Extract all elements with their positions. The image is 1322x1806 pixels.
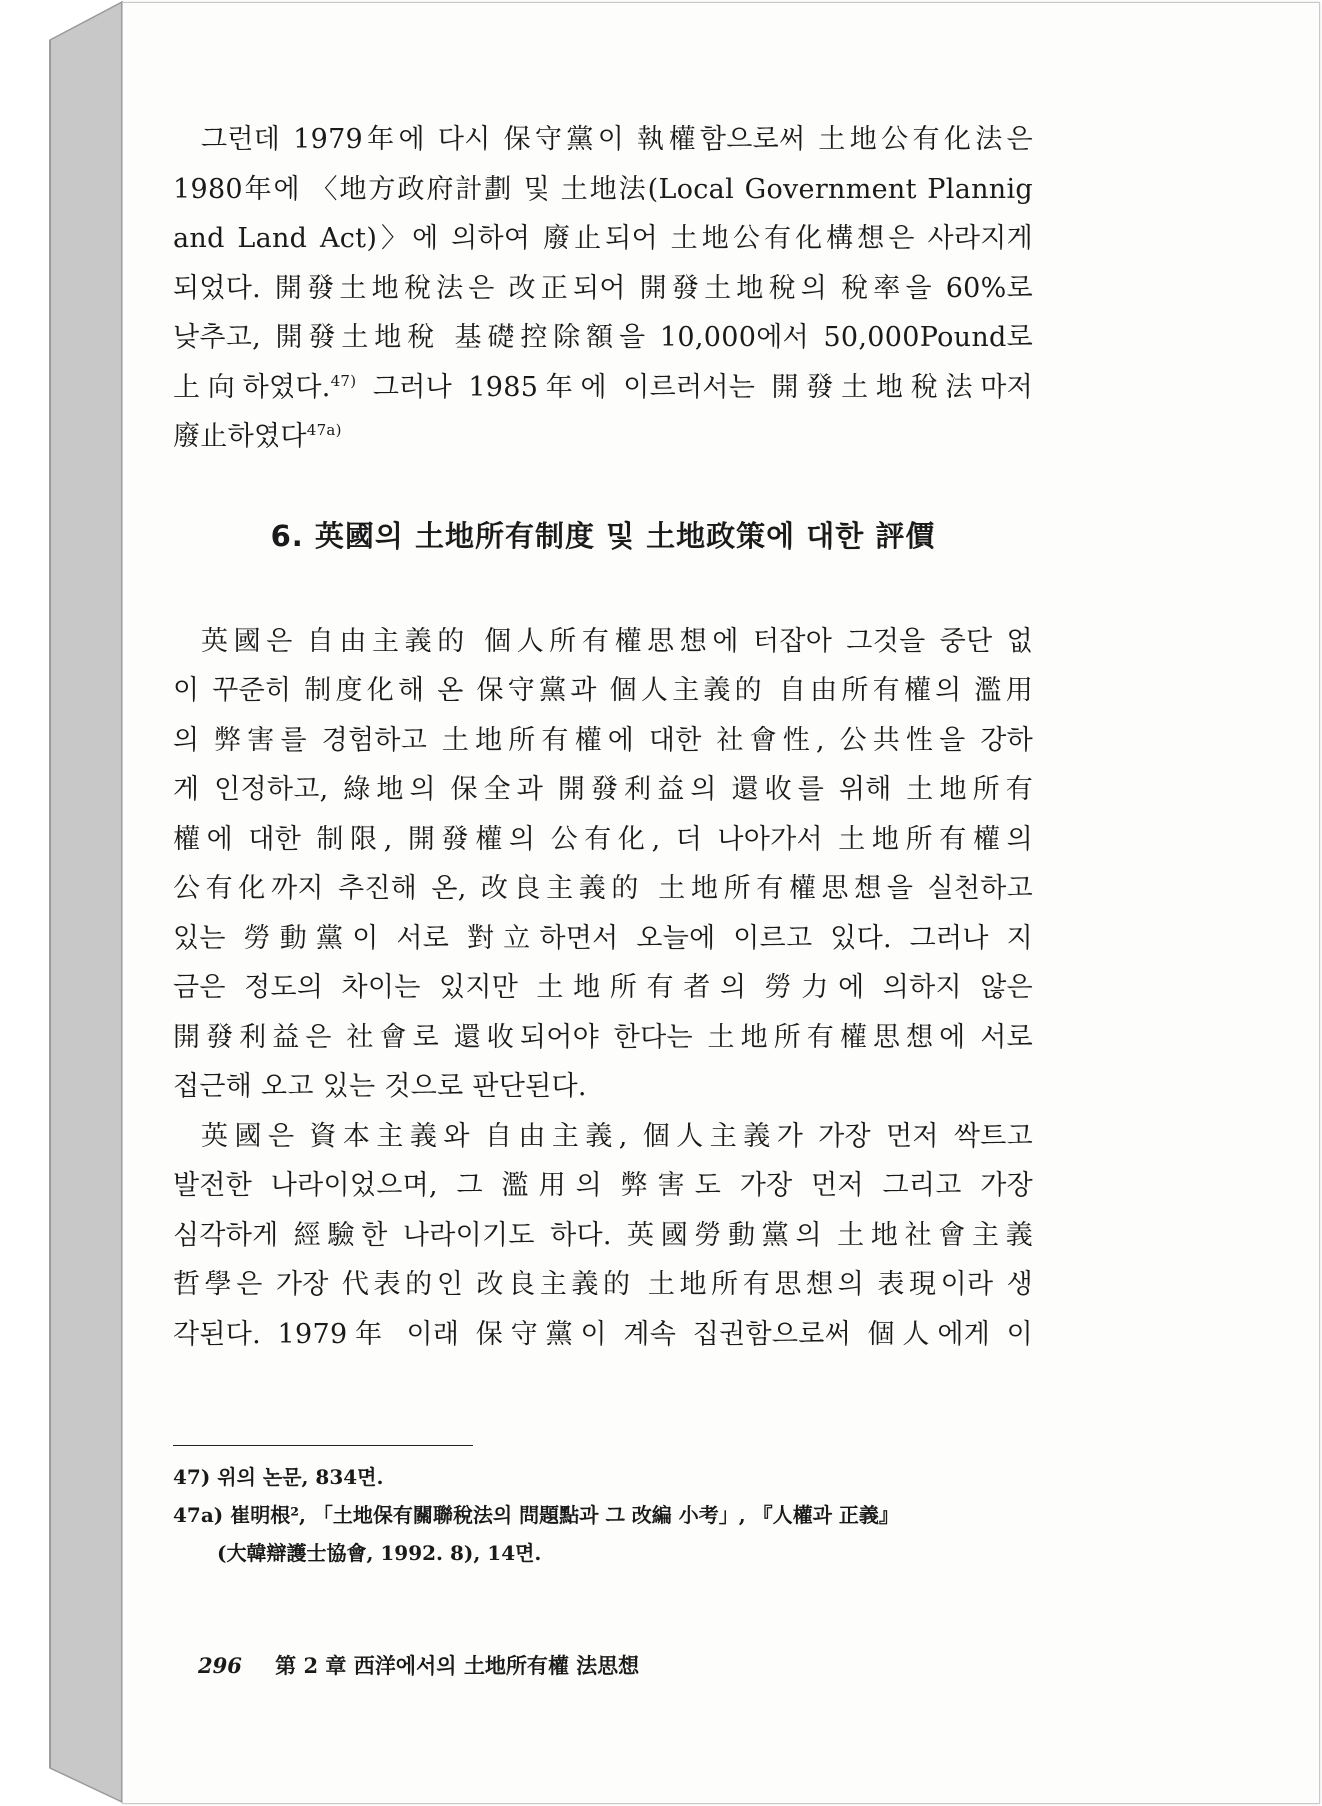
- text-run: 上向하였다.: [173, 371, 331, 403]
- text-line: 금은 정도의 차이는 있지만 土地所有者의 勞力에 의하지 않은: [173, 972, 1033, 1003]
- paragraph-2: [173, 617, 1033, 1112]
- text-line: 英國은 自由主義的 個人所有權思想에 터잡아 그것을 중단 없: [201, 625, 1033, 657]
- footnote-47: 47) 위의 논문, 834면.: [173, 1465, 384, 1489]
- text-line: 있는 勞動黨이 서로 對立하면서 오늘에 이르고 있다. 그러나 지: [173, 922, 1033, 954]
- footnote-divider: [173, 1445, 473, 1446]
- paragraph-3: [173, 1112, 1033, 1360]
- text-line: 되었다. 開發土地稅法은 改正되어 開發土地稅의 稅率을 60%로: [173, 272, 1033, 304]
- text-line: 1980年에 〈地方政府計劃 및 土地法(Local Government Plannig: [173, 173, 1033, 205]
- text-line: 낮추고, 開發土地稅 基礎控除額을 10,000에서 50,000Pound로: [173, 322, 1033, 353]
- text-line: 英國은 資本主義와 自由主義, 個人主義가 가장 먼저 싹트고: [201, 1120, 1033, 1152]
- footnote-47a-line-1: 47a) 崔明根², 「土地保有關聯稅法의 問題點과 그 改編 小考」, 『人權과 正義』: [173, 1503, 899, 1527]
- text-line: 그런데 1979年에 다시 保守黨이 執權함으로써 土地公有化法은: [201, 124, 1033, 155]
- page-number: 296: [198, 1653, 242, 1678]
- text-line: 哲學은 가장 代表的인 改良主義的 土地所有思想의 表現이라 생: [173, 1269, 1033, 1300]
- text-run: 廢止하였다: [173, 421, 307, 452]
- text-line: [173, 363, 1033, 413]
- footnote-ref-47a: 47a): [306, 421, 342, 439]
- text-line: 이 꾸준히 制度化해 온 保守黨과 個人主義的 自由所有權의 濫用: [173, 675, 1033, 706]
- footnote-47a-line-2: (大韓辯護士協會, 1992. 8), 14면.: [217, 1541, 542, 1565]
- text-line: [173, 412, 1033, 462]
- text-line: 심각하게 經驗한 나라이기도 하다. 英國勞動黨의 土地社會主義: [173, 1219, 1033, 1251]
- text-run: 그러나 1985年에 이르러서는 開發土地稅法마저: [372, 371, 1033, 403]
- footnotes: [173, 1458, 1033, 1572]
- footnote-ref-47: 47): [330, 371, 357, 390]
- text-line: and Land Act)〉에 의하여 廢止되어 土地公有化構想은 사라지게: [173, 223, 1033, 254]
- text-line: 발전한 나라이었으며, 그 濫用의 弊害도 가장 먼저 그리고 가장: [173, 1170, 1033, 1201]
- text-line: 開發利益은 社會로 還收되어야 한다는 土地所有權思想에 서로: [173, 1021, 1033, 1053]
- paragraph-1: [173, 115, 1033, 462]
- text-line: 접근해 오고 있는 것으로 판단된다.: [173, 1071, 587, 1102]
- page-footer: [198, 1650, 639, 1680]
- section-heading: 6. 英國의 土地所有制度 및 土地政策에 대한 評價: [270, 518, 936, 553]
- text-line: 게 인정하고, 綠地의 保全과 開發利益의 還收를 위해 土地所有: [173, 774, 1033, 805]
- running-title: 第 2 章 西洋에서의 土地所有權 法思想: [275, 1653, 640, 1678]
- page-body: [173, 115, 1033, 1359]
- footnote-47a: [173, 1496, 1033, 1572]
- text-line: 公有化까지 추진해 온, 改良主義的 土地所有權思想을 실천하고: [173, 873, 1033, 904]
- text-line: 각된다. 1979年 이래 保守黨이 계속 집권함으로써 個人에게 이: [173, 1318, 1033, 1350]
- page-stack-edge: [0, 0, 130, 1806]
- text-line: 의 弊害를 경험하고 土地所有權에 대한 社會性, 公共性을 강하: [173, 724, 1033, 756]
- text-line: 權에 대한 制限, 開發權의 公有化, 더 나아가서 土地所有權의: [173, 823, 1033, 855]
